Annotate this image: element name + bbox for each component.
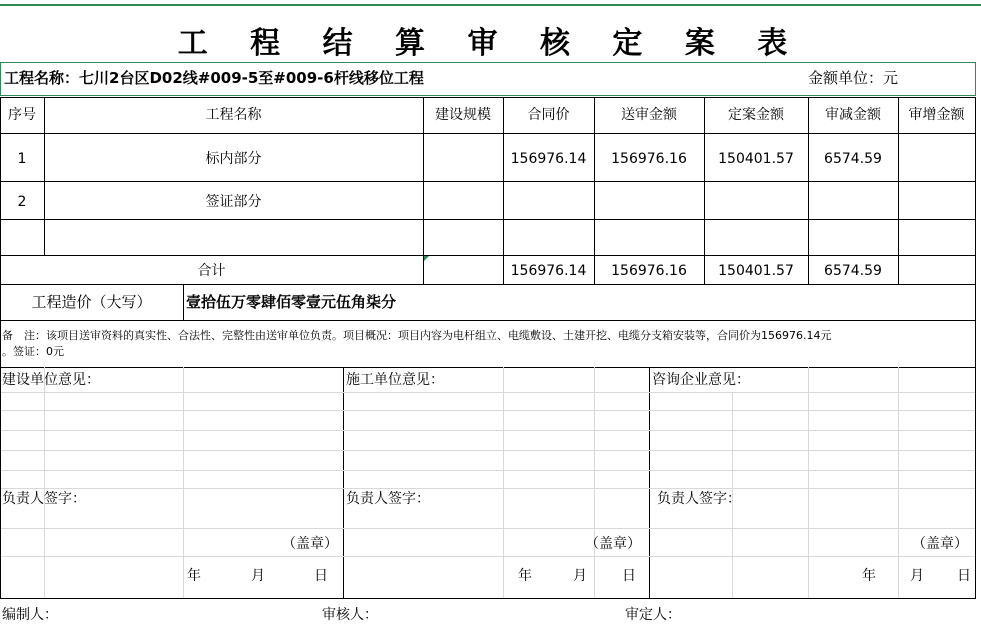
table-line (0, 97, 1, 598)
top-border (0, 4, 981, 6)
table-line (0, 181, 976, 182)
table-line (898, 97, 899, 284)
construction-unit-opinion-label: 建设单位意见： (2, 372, 100, 388)
table-line (594, 97, 595, 284)
header-final-amount: 定案金额 (728, 107, 784, 123)
table-line (649, 367, 650, 598)
seal-label-1: （盖章） (282, 536, 338, 552)
row-2-name: 签证部分 (205, 194, 262, 210)
grid-line (1, 450, 975, 451)
date-month-1: 月 (251, 568, 265, 584)
grid-line (898, 367, 899, 598)
project-name: 工程名称：七川2台区D02线#009-5至#009-6杆线移位工程 (4, 69, 424, 87)
date-day-3: 日 (957, 568, 971, 584)
header-scale: 建设规模 (435, 107, 491, 123)
table-line (704, 97, 705, 284)
table-line (0, 255, 976, 256)
compiler-label: 编制人： (2, 607, 58, 623)
total-contract: 156976.14 (510, 263, 587, 279)
grid-line (808, 367, 809, 598)
total-final: 150401.57 (718, 263, 794, 279)
grid-line (1, 470, 975, 471)
table-line (503, 97, 504, 284)
cost-words-label: 工程造价（大写） (31, 293, 152, 311)
table-line (0, 97, 976, 98)
grid-line (183, 367, 184, 598)
header-submitted-amount: 送审金额 (621, 107, 677, 123)
grid-line (1, 488, 975, 489)
remark-line-1: 备 注：该项目送审资料的真实性、合法性、完整性由送审单位负责。项目概况：项目内容为电杆组立、电缆敷设、土建开挖、电缆分支箱安装等，合同价为156976.14元 (2, 329, 832, 342)
seal-label-2: （盖章） (585, 536, 641, 552)
page-title: 工 程 结 算 审 核 定 案 表 (177, 26, 804, 61)
header-increased-amount: 审增金额 (908, 107, 965, 123)
total-label: 合计 (197, 263, 226, 279)
signature-label-3: 负责人签字： (657, 491, 741, 507)
total-submitted: 156976.16 (611, 263, 687, 279)
approver-label: 审定人： (625, 607, 681, 623)
table-line (0, 367, 976, 368)
grid-line (1, 392, 975, 393)
row-1-name: 标内部分 (205, 151, 262, 167)
amount-unit: 金额单位：元 (808, 69, 899, 87)
date-month-3: 月 (910, 568, 924, 584)
contractor-unit-opinion-label: 施工单位意见： (346, 372, 444, 388)
grid-line (1, 528, 975, 529)
table-line (0, 598, 976, 599)
date-day-2: 日 (622, 568, 636, 584)
date-year-2: 年 (518, 568, 532, 584)
header-contract-price: 合同价 (527, 107, 570, 123)
consulting-unit-opinion-label: 咨询企业意见： (652, 372, 750, 388)
table-line (0, 219, 976, 220)
cell-comment-marker (424, 256, 429, 261)
reviewer-label: 审核人： (322, 607, 378, 623)
grid-line (594, 367, 595, 598)
row-1-submitted: 156976.16 (611, 151, 687, 167)
date-year-1: 年 (187, 568, 201, 584)
table-line (0, 320, 976, 321)
table-line (0, 133, 976, 134)
grid-line (1, 556, 975, 557)
row-2-index: 2 (17, 194, 27, 210)
table-line (0, 284, 976, 285)
cost-words-value: 壹拾伍万零肆佰零壹元伍角柒分 (186, 293, 397, 311)
grid-line (1, 430, 975, 431)
total-reduced: 6574.59 (824, 263, 882, 279)
row-1-final: 150401.57 (718, 151, 794, 167)
table-line (343, 367, 344, 598)
row-1-index: 1 (17, 151, 27, 167)
date-day-1: 日 (314, 568, 328, 584)
row-1-contract: 156976.14 (510, 151, 587, 167)
remark-line-2: 。签证：0元 (2, 345, 64, 358)
table-line (183, 284, 184, 320)
grid-line (1, 410, 975, 411)
date-year-3: 年 (862, 568, 876, 584)
header-index: 序号 (8, 107, 36, 123)
grid-line (44, 367, 45, 598)
row-1-reduced: 6574.59 (824, 151, 882, 167)
date-month-2: 月 (573, 568, 587, 584)
seal-label-3: （盖章） (912, 536, 968, 552)
grid-line (503, 367, 504, 598)
signature-label-1: 负责人签字： (2, 491, 86, 507)
header-project-name: 工程名称 (205, 107, 262, 123)
signature-label-2: 负责人签字： (346, 491, 430, 507)
header-reduced-amount: 审减金额 (825, 107, 881, 123)
table-line (808, 97, 809, 284)
table-line (975, 97, 976, 598)
